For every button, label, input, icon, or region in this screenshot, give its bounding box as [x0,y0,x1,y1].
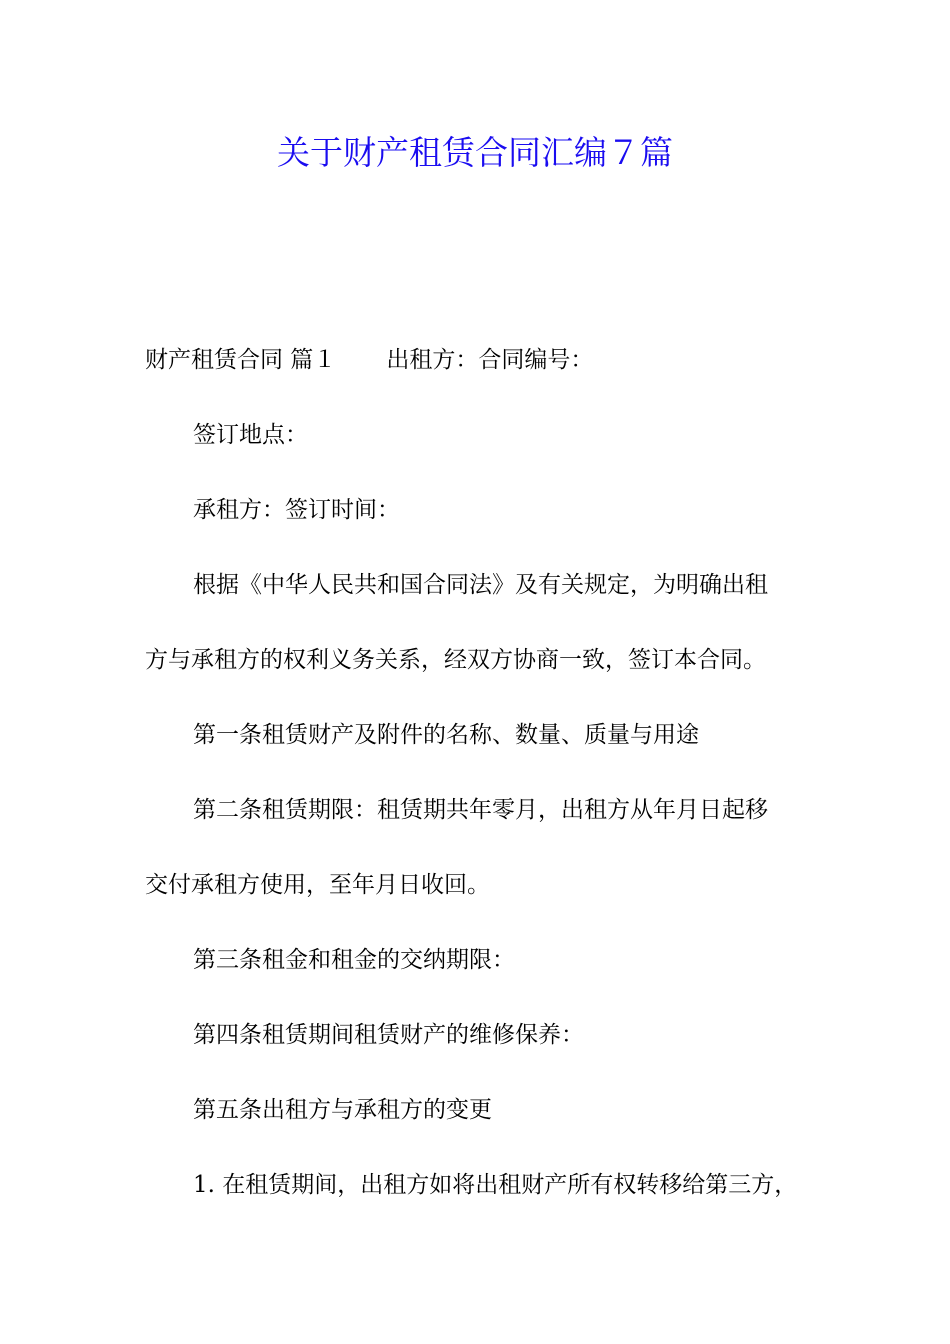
lessee-signing-time-line: 承租方：签订时间： [193,497,400,523]
document-title: 关于财产租赁合同汇编７篇 [277,133,673,172]
signing-place-line: 签订地点： [193,422,308,448]
contract-header-line [145,342,593,378]
article-five-line: 第五条出租方与承租方的变更 [193,1097,492,1123]
article-two-line: 第二条租赁期限：租赁期共年零月，出租方从年月日起移 [193,797,768,823]
article-one-line: 第一条租赁财产及附件的名称、数量、质量与用途 [193,722,699,748]
contract-article-label: 财产租赁合同 篇１ [145,347,337,373]
paragraph-line: 根据《中华人民共和国合同法》及有关规定，为明确出租 [193,572,768,598]
lessor-contract-number-label: 出租方：合同编号： [386,347,594,373]
article-four-line: 第四条租赁期间租赁财产的维修保养： [193,1022,584,1048]
paragraph-line: 方与承租方的权利义务关系，经双方协商一致，签订本合同。 [145,647,766,673]
article-three-line: 第三条租金和租金的交纳期限： [193,947,515,973]
numbered-item-line: 1. 在租赁期间，出租方如将出租财产所有权转移给第三方， [193,1172,798,1198]
paragraph-line: 交付承租方使用，至年月日收回。 [145,872,490,898]
